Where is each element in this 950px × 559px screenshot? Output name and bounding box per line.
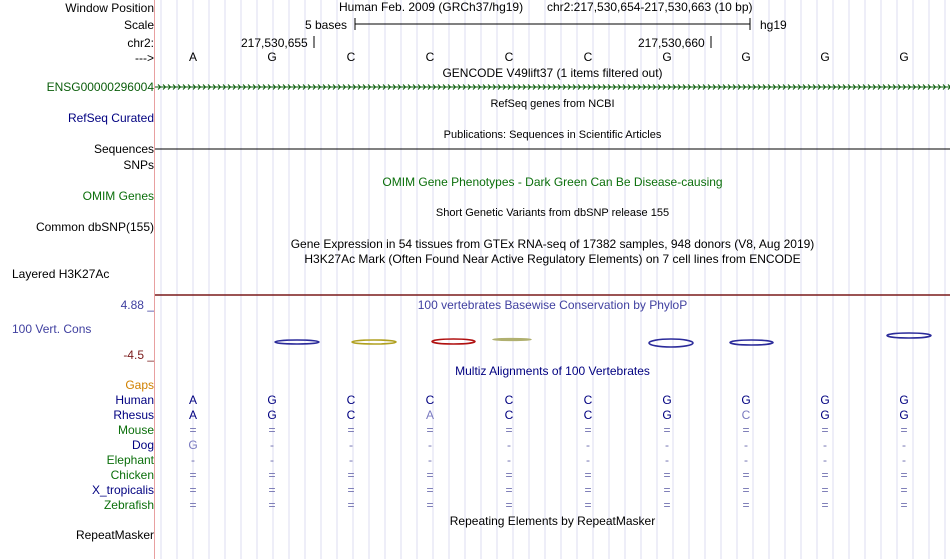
alignment-cell: = <box>663 483 671 497</box>
alignment-cell: = <box>505 468 513 482</box>
alignment-cell: = <box>663 423 671 437</box>
alignment-cell: C <box>346 408 356 422</box>
alignment-cell: = <box>505 498 513 512</box>
alignment-cell: = <box>347 483 355 497</box>
species-label-dog[interactable]: Dog <box>131 438 154 452</box>
repeatmasker-label[interactable]: RepeatMasker <box>75 528 154 542</box>
alignment-cell: - <box>744 453 748 467</box>
alignment-cell: G <box>267 408 277 422</box>
refseq-track-title[interactable]: RefSeq genes from NCBI <box>490 98 615 110</box>
alignment-cell: = <box>663 498 671 512</box>
phylop-track-title[interactable]: 100 vertebrates Basewise Conservation by PhyloP <box>417 298 688 312</box>
alignment-cell: = <box>426 483 434 497</box>
conservation-logo-glyph <box>493 339 531 341</box>
alignment-cell: = <box>821 423 829 437</box>
alignment-row <box>155 438 950 452</box>
alignment-cell: - <box>665 438 669 452</box>
alignment-cell: C <box>583 408 593 422</box>
species-label-human[interactable]: Human <box>115 393 154 407</box>
scale-text: 5 bases <box>305 18 348 32</box>
alignment-cell: = <box>742 468 750 482</box>
gencode-gene-label[interactable]: ENSG00000296004 <box>46 80 154 94</box>
species-label-x_tropicalis[interactable]: X_tropicalis <box>91 483 154 497</box>
alignment-cell: A <box>188 408 197 422</box>
species-label-rhesus[interactable]: Rhesus <box>113 408 154 422</box>
alignment-cell: - <box>823 453 827 467</box>
conservation-logo-glyph <box>432 339 475 344</box>
alignment-cell: C <box>504 393 514 407</box>
species-label-zebrafish[interactable]: Zebrafish <box>103 498 154 512</box>
alignment-cell: G <box>662 408 672 422</box>
alignment-cell: = <box>426 468 434 482</box>
position-title: chr2:217,530,654-217,530,663 (10 bp) <box>547 0 753 14</box>
base-letter: G <box>820 50 830 64</box>
alignment-cell: = <box>900 498 908 512</box>
repeatmasker-track-title[interactable]: Repeating Elements by RepeatMasker <box>449 514 656 528</box>
alignment-row <box>155 393 950 407</box>
base-letter: C <box>504 50 514 64</box>
conservation-min-value: -4.5 _ <box>123 348 154 362</box>
alignment-cell: = <box>584 498 592 512</box>
alignment-cell: = <box>584 468 592 482</box>
assembly-title: Human Feb. 2009 (GRCh37/hg19) <box>339 0 524 14</box>
alignment-cell: G <box>662 393 672 407</box>
conservation-logo-glyph <box>649 339 693 347</box>
alignment-cell: G <box>188 438 198 452</box>
chromosome-label: chr2: <box>127 36 154 50</box>
alignment-cell: G <box>820 393 830 407</box>
strand-arrow-label: ---> <box>135 51 154 65</box>
alignment-cell: = <box>742 423 750 437</box>
alignment-cell: C <box>425 393 435 407</box>
conservation-max-value: 4.88 _ <box>120 298 154 312</box>
scale-label: Scale <box>123 18 154 32</box>
alignment-cell: = <box>900 483 908 497</box>
omim-track-title[interactable]: OMIM Gene Phenotypes - Dark Green Can Be Disease-causing <box>382 175 723 189</box>
conservation-logo-glyph <box>730 340 773 345</box>
base-letter: G <box>899 50 909 64</box>
alignment-cell: = <box>268 423 276 437</box>
alignment-cell: = <box>900 468 908 482</box>
alignment-cell: = <box>742 483 750 497</box>
base-letter: G <box>267 50 277 64</box>
alignment-cell: - <box>665 453 669 467</box>
alignment-row <box>155 468 950 482</box>
multiz-track-title[interactable]: Multiz Alignments of 100 Vertebrates <box>455 364 650 378</box>
alignment-cell: = <box>663 468 671 482</box>
alignment-cell: = <box>189 423 197 437</box>
alignment-cell: G <box>899 408 909 422</box>
alignment-cell: = <box>742 498 750 512</box>
conservation-logo-glyph <box>275 340 319 344</box>
base-letter: G <box>741 50 751 64</box>
omim-genes-label[interactable]: OMIM Genes <box>82 189 154 203</box>
layered-h3k27ac-label[interactable]: Layered H3K27Ac <box>12 267 110 281</box>
alignment-cell: - <box>270 438 274 452</box>
alignment-cell: - <box>902 438 906 452</box>
alignment-row <box>155 453 950 467</box>
alignment-cell: - <box>191 453 195 467</box>
h3k27ac-track-title[interactable]: H3K27Ac Mark (Often Found Near Active Regulatory Elements) on 7 cell lines from ENCODE <box>304 252 801 266</box>
alignment-cell: = <box>347 468 355 482</box>
alignment-cell: G <box>741 393 751 407</box>
alignment-cell: - <box>428 453 432 467</box>
coordinate-left: 217,530,655 <box>241 36 308 50</box>
alignment-cell: = <box>268 483 276 497</box>
alignment-cell: - <box>507 453 511 467</box>
alignment-row <box>155 423 950 437</box>
alignment-row <box>155 498 950 512</box>
species-label-chicken[interactable]: Chicken <box>110 468 154 482</box>
alignment-cell: A <box>425 408 434 422</box>
species-label-mouse[interactable]: Mouse <box>117 423 154 437</box>
base-letter: C <box>425 50 435 64</box>
base-letter: C <box>346 50 356 64</box>
alignment-cell: G <box>820 408 830 422</box>
common-dbsnp-label[interactable]: Common dbSNP(155) <box>35 220 154 234</box>
base-letter: A <box>188 50 197 64</box>
alignment-cell: = <box>505 483 513 497</box>
alignment-cell: C <box>504 408 514 422</box>
alignment-cell: = <box>505 423 513 437</box>
base-letter: C <box>583 50 593 64</box>
window-position-label: Window Position <box>65 1 154 15</box>
alignment-cell: - <box>349 453 353 467</box>
alignment-cell: - <box>744 438 748 452</box>
publications-track-title[interactable]: Publications: Sequences in Scientific Articles <box>443 129 662 141</box>
alignment-cell: = <box>426 498 434 512</box>
alignment-cell: = <box>189 468 197 482</box>
alignment-cell: C <box>741 408 751 422</box>
alignment-cell: G <box>267 393 277 407</box>
alignment-cell: = <box>347 498 355 512</box>
alignment-cell: = <box>821 498 829 512</box>
alignment-cell: - <box>823 438 827 452</box>
alignment-cell: = <box>268 498 276 512</box>
alignment-cell: = <box>821 468 829 482</box>
alignment-cell: = <box>268 468 276 482</box>
alignment-cell: = <box>347 423 355 437</box>
sequences-label[interactable]: Sequences <box>93 142 154 156</box>
alignment-cell: = <box>189 483 197 497</box>
alignment-cell: - <box>586 438 590 452</box>
alignment-cell: = <box>821 483 829 497</box>
snps-label[interactable]: SNPs <box>123 158 154 172</box>
conservation-logo-glyph <box>887 333 931 338</box>
track-area[interactable] <box>155 0 950 559</box>
alignment-cell: - <box>428 438 432 452</box>
base-letter: G <box>662 50 672 64</box>
scale-assembly: hg19 <box>760 18 787 32</box>
vert-cons-label[interactable]: 100 Vert. Cons <box>12 322 92 336</box>
alignment-cell: - <box>902 453 906 467</box>
alignment-cell: C <box>583 393 593 407</box>
alignment-row <box>155 408 950 422</box>
alignment-cell: C <box>346 393 356 407</box>
alignment-cell: = <box>584 483 592 497</box>
track-label-column <box>0 0 154 559</box>
alignment-cell: - <box>349 438 353 452</box>
alignment-cell: - <box>270 453 274 467</box>
gtex-track-title[interactable]: Gene Expression in 54 tissues from GTEx RNA-seq of 17382 samples, 948 donors (V8, Aug 2019) <box>290 237 815 251</box>
alignment-cell: G <box>899 393 909 407</box>
conservation-logo-glyph <box>352 340 396 344</box>
alignment-cell: - <box>507 438 511 452</box>
species-label-elephant[interactable]: Elephant <box>106 453 154 467</box>
alignment-cell: - <box>586 453 590 467</box>
alignment-cell: = <box>900 423 908 437</box>
gaps-label[interactable]: Gaps <box>125 378 154 392</box>
alignment-row <box>155 483 950 497</box>
alignment-cell: = <box>189 498 197 512</box>
gencode-track-title[interactable]: GENCODE V49lift37 (1 items filtered out) <box>442 66 663 80</box>
refseq-curated-label[interactable]: RefSeq Curated <box>67 111 154 125</box>
alignment-cell: = <box>426 423 434 437</box>
base-sequence-row <box>155 50 950 64</box>
dbsnp-track-title[interactable]: Short Genetic Variants from dbSNP release 155 <box>435 207 670 219</box>
coordinate-right: 217,530,660 <box>638 36 705 50</box>
alignment-cell: A <box>188 393 197 407</box>
alignment-cell: = <box>584 423 592 437</box>
